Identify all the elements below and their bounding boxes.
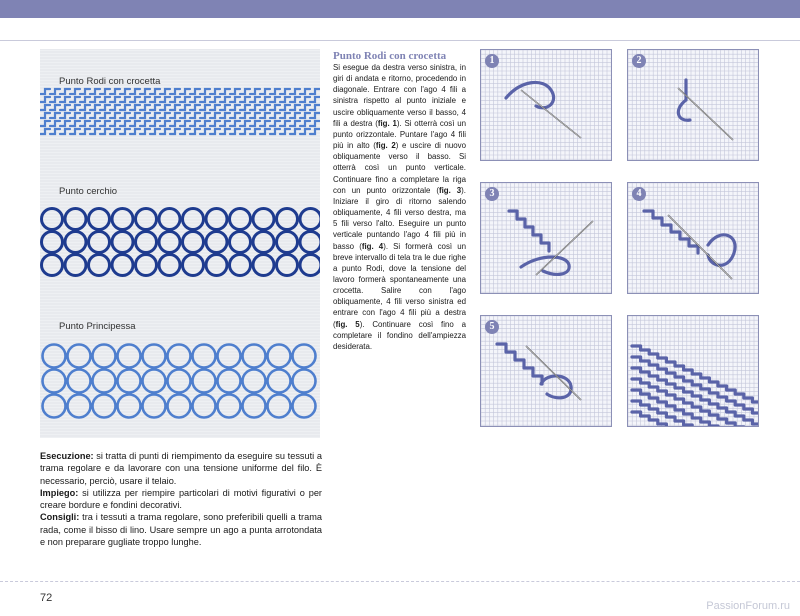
figure-1 (480, 49, 612, 161)
figure-6-result (627, 315, 759, 427)
instructions-text (333, 62, 466, 352)
figure-2 (627, 49, 759, 161)
page-number: 72 (40, 592, 53, 604)
sample-label-principessa: Punto Principessa (59, 321, 136, 332)
figure-number-badge: 5 (485, 320, 499, 334)
stitch-diagram-1 (481, 50, 612, 161)
stitch-sample-photo (40, 49, 320, 438)
stitch-diagram-2 (628, 50, 759, 161)
instr-part: Si esegue da destra verso sinistra, in giri di andata e ritorno, procedendo in diagonale. Entrare con l'ago 4 fili a sinistra rispetto al punto iniziale e uscire obliquamente verso il basso, 4 fili a destra ( (333, 63, 466, 128)
header-divider (0, 40, 800, 41)
sample-label-cerchio: Punto cerchio (59, 186, 118, 197)
consigli-text: tra i tessuti a trama regolare, sono preferibili quelli a trama rada, come il bisso di lino. Usare sempre un ago a punta arrotondata e non preparare gugliate troppo lunghe. (40, 512, 322, 548)
figure-3 (480, 182, 612, 294)
esecuzione-text: si tratta di punti di riempimento da eseguire su tessuti a trama regolare e da lavorare con una tensione uniforme del filo. È necessario, perciò, usare il telaio. (40, 451, 322, 486)
fabric-photo-illustration (40, 49, 320, 438)
impiego-paragraph (40, 487, 322, 512)
esecuzione-paragraph (40, 450, 322, 487)
figure-number-badge: 4 (632, 187, 646, 201)
figure-number-badge: 2 (632, 54, 646, 68)
consigli-paragraph (40, 511, 322, 548)
fig-ref: fig. 1 (377, 118, 397, 128)
section-title: Punto Rodi con crocetta (333, 50, 447, 62)
stitch-diagram-result (628, 316, 759, 427)
figure-4 (627, 182, 759, 294)
fig-ref: fig. 5 (335, 319, 360, 329)
instr-part: ). Continuare così fino a completare il fondino dell'ampiezza desiderata. (333, 319, 466, 351)
fig-ref: fig. 4 (361, 241, 384, 251)
esecuzione-label: Esecuzione: (40, 451, 94, 461)
instr-part: ). Si formerà così un breve intervallo di tela tra le due righe a punto Rodi, dove la tensione del lavoro formerà spontaneamente una crocetta. Salire con l'ago obliquamente, 4 fili verso sinistra ed entrare con l'ago 4 fili più a destra ( (333, 241, 466, 329)
figure-number-badge: 1 (485, 54, 499, 68)
sample-label-rodi: Punto Rodi con crocetta (59, 76, 161, 87)
impiego-label: Impiego: (40, 487, 79, 498)
impiego-text: si utilizza per riempire particolari di motivi figurativi o per creare bordure e fondini decorativi. (40, 487, 322, 511)
instr-part: ). Iniziare il giro di ritorno salendo obliquamente, 4 fili verso destra, ma 5 fili verso l'alto. Eseguire un punto verticale puntando l'ago 4 fili più in basso ( (333, 185, 466, 251)
watermark: PassionForum.ru (706, 600, 790, 612)
header-bar (0, 0, 800, 18)
fig-ref: fig. 2 (375, 141, 396, 151)
figure-number-badge: 3 (485, 187, 499, 201)
stitch-diagram-4 (628, 183, 759, 294)
instr-part: ) e uscire di nuovo obliquamente verso il basso. Si otterrà così un punto verticale. Continuare fino a completare la riga con un punto orizzontale ( (333, 141, 466, 195)
instr-part: ). Si otterrà così un punto orizzontale. Puntare l'ago 4 fili più in alto ( (333, 118, 466, 151)
footer-divider (0, 581, 800, 582)
figure-5 (480, 315, 612, 427)
consigli-label: Consigli: (40, 512, 80, 523)
stitch-diagram-5 (481, 316, 612, 427)
fig-ref: fig. 3 (438, 185, 462, 195)
stitch-diagram-3 (481, 183, 612, 294)
description-text (40, 450, 322, 548)
